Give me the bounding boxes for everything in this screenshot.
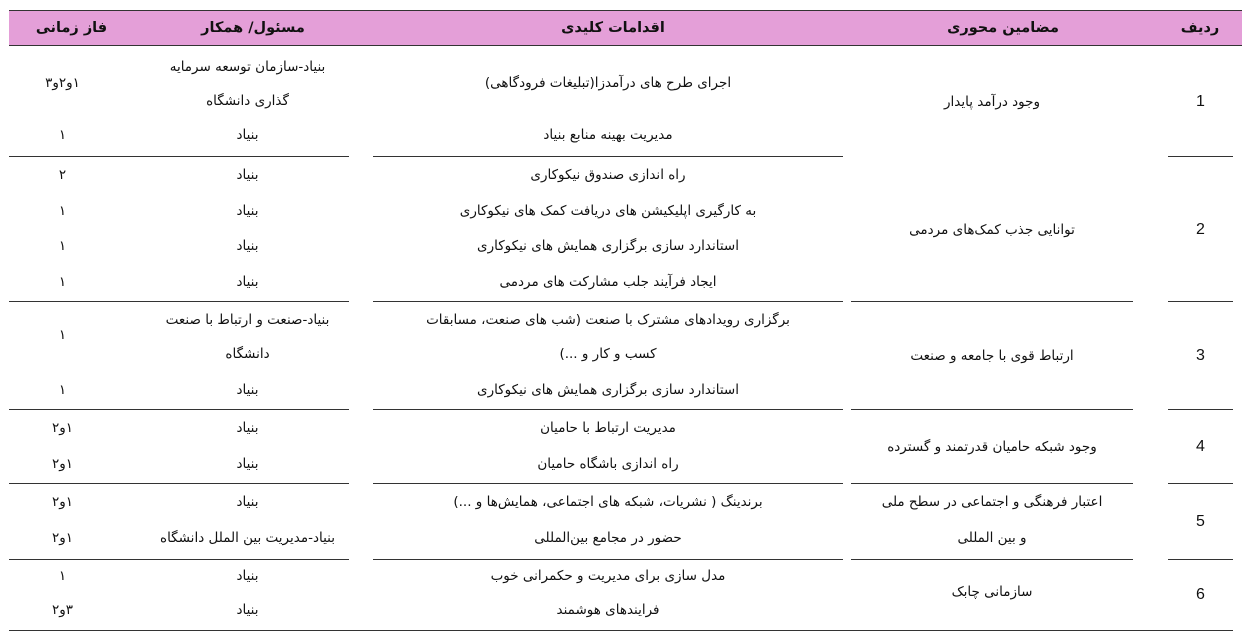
row-responsible: گذاری دانشگاه [206,93,289,109]
row-responsible: بنیاد [236,127,259,143]
row-action: حضور در مجامع بین‌المللی [534,530,682,546]
row-divider [9,559,349,560]
row-phase: ۱ [58,274,67,290]
row-phase: ۱ [58,238,67,254]
header-theme: مضامین محوری [947,20,1059,36]
row-responsible: بنیاد [236,238,259,254]
row-responsible: دانشگاه [225,346,270,362]
row-phase: ۱ [58,127,67,143]
row-phase: ۱و۲ [51,420,74,436]
row-action: مدل سازی برای مدیریت و حکمرانی خوب [490,568,726,584]
row-number: 3 [1196,347,1205,364]
row-divider [1168,156,1233,157]
row-number: 4 [1196,438,1205,455]
row-divider [851,409,1133,410]
row-action: مدیریت ارتباط با حامیان [540,420,676,436]
row-action: فرایندهای هوشمند [556,602,660,618]
table-header [9,10,1242,46]
row-responsible: بنیاد [236,456,259,472]
row-divider [373,559,843,560]
row-divider [9,483,349,484]
row-action: راه اندازی صندوق نیکوکاری [530,167,686,183]
row-phase: ۱ [58,203,67,219]
row-action: ایجاد فرآیند جلب مشارکت های مردمی [499,274,717,290]
row-phase: ۱و۲ [51,530,74,546]
row-divider [373,156,843,157]
row-responsible: بنیاد [236,420,259,436]
row-theme: وجود شبکه حامیان قدرتمند و گسترده [887,439,1097,455]
row-theme: وجود درآمد پایدار [943,94,1041,110]
row-divider [1168,301,1233,302]
row-phase: ۱و۲و۳ [45,75,80,91]
row-number: 5 [1196,513,1205,530]
row-phase: ۲ [58,167,67,183]
row-responsible: بنیاد-صنعت و ارتباط با صنعت [165,312,330,328]
row-number: 6 [1196,586,1205,603]
row-divider [1168,409,1233,410]
row-action: کسب و کار و ...) [559,346,657,362]
row-divider [851,559,1133,560]
row-action: استاندارد سازی برگزاری همایش های نیکوکاری [477,382,739,398]
table-bottom-border [9,630,1233,631]
row-number: 2 [1196,221,1205,238]
row-responsible: بنیاد [236,274,259,290]
row-divider [851,301,1133,302]
row-action: راه اندازی باشگاه حامیان [537,456,679,472]
row-number: 1 [1196,93,1205,110]
row-divider [373,483,843,484]
row-phase: ۱و۲ [51,494,74,510]
row-action: به کارگیری اپلیکیشن های دریافت کمک های نیکوکاری [459,203,757,219]
header-row-no: ردیف [1180,20,1220,36]
row-divider [9,409,349,410]
row-responsible: بنیاد [236,568,259,584]
row-theme: اعتبار فرهنگی و اجتماعی در سطح ملی [881,494,1103,510]
header-actions: اقدامات کلیدی [561,20,665,36]
row-action: اجرای طرح های درآمدزا(تبلیغات فرودگاهی) [484,75,732,91]
row-phase: ۳و۲ [51,602,74,618]
row-phase: ۱و۲ [51,456,74,472]
row-divider [1168,483,1233,484]
row-divider [9,301,349,302]
row-theme: سازمانی چابک [951,584,1033,600]
row-divider [851,483,1133,484]
header-responsible: مسئول/ همکار [201,20,305,36]
row-action: برندینگ ( نشریات، شبکه های اجتماعی، همایش‌ها و ...) [453,494,763,510]
row-theme: و بین المللی [957,530,1027,546]
row-responsible: بنیاد [236,167,259,183]
row-divider [373,409,843,410]
row-action: برگزاری رویدادهای مشترک با صنعت (شب های صنعت، مسابقات [426,312,790,328]
row-responsible: بنیاد-مدیریت بین الملل دانشگاه [160,530,335,546]
row-action: استاندارد سازی برگزاری همایش های نیکوکاری [477,238,739,254]
row-phase: ۱ [58,382,67,398]
row-divider [1168,559,1233,560]
row-divider [373,301,843,302]
row-responsible: بنیاد [236,494,259,510]
row-responsible: بنیاد-سازمان توسعه سرمایه [169,59,326,75]
row-action: مدیریت بهینه منابع بنیاد [543,127,673,143]
row-phase: ۱ [58,568,67,584]
row-phase: ۱ [58,327,67,343]
row-responsible: بنیاد [236,382,259,398]
row-responsible: بنیاد [236,203,259,219]
row-theme: ارتباط قوی با جامعه و صنعت [910,348,1074,364]
row-divider [9,156,349,157]
row-theme: توانایی جذب کمک‌های مردمی [909,222,1075,238]
header-phase: فاز زمانی [35,20,108,36]
row-responsible: بنیاد [236,602,259,618]
